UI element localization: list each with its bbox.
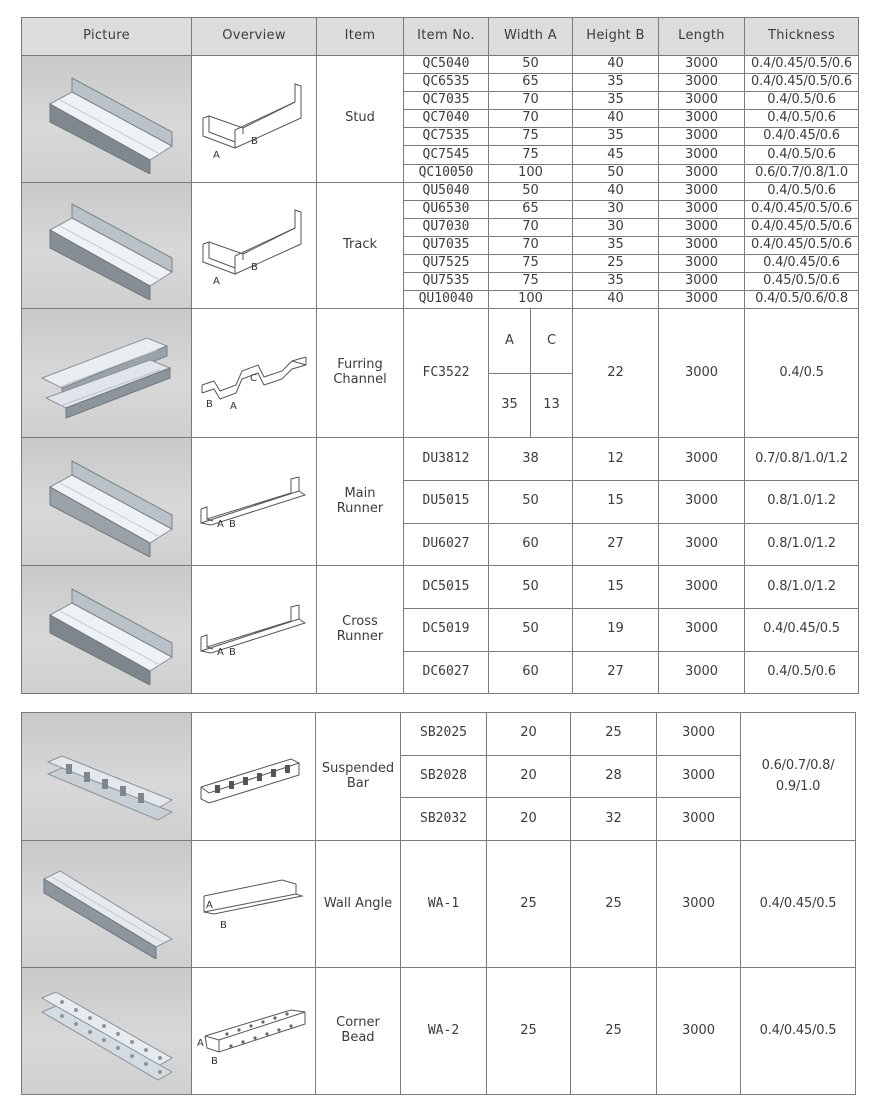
track-thickness: 0.4/0.45/0.5/0.6 — [745, 200, 859, 218]
cross-runner-width: 50 — [489, 609, 573, 652]
stud-item-no: QC7535 — [404, 128, 489, 146]
track-width: 50 — [489, 182, 573, 200]
furring-label-b: B — [206, 399, 213, 411]
track-item-name: Track — [317, 182, 404, 309]
cross-runner-thickness: 0.4/0.5/0.6 — [745, 651, 859, 694]
corner-bead-label-b: B — [210, 1056, 218, 1067]
corner-bead-item-no: WA-2 — [401, 968, 487, 1095]
stud-thickness: 0.4/0.45/0.5/0.6 — [745, 74, 859, 92]
stud-length: 3000 — [659, 128, 745, 146]
suspended-bar-diagram — [192, 713, 316, 841]
wall-angle-length: 3000 — [657, 841, 741, 968]
suspended-bar-item-no: SB2025 — [401, 713, 487, 756]
cross-runner-height: 19 — [573, 609, 659, 652]
furring-name-line2: Channel — [333, 372, 387, 388]
track-item-no: QU10040 — [404, 291, 489, 309]
track-height: 40 — [573, 182, 659, 200]
stud-thickness: 0.4/0.45/0.6 — [745, 128, 859, 146]
cross-runner-length: 3000 — [659, 651, 745, 694]
track-height: 35 — [573, 236, 659, 254]
corner-bead-name-line2: Bead — [341, 1030, 375, 1046]
track-width: 100 — [489, 291, 573, 309]
furring-diagram-drawing — [196, 323, 312, 423]
channel-photo-image — [32, 447, 182, 557]
suspended-bar-thickness-line2: 0.9/1.0 — [775, 778, 821, 794]
diagram-label-b: B — [251, 135, 258, 147]
furring-length: 3000 — [659, 309, 745, 438]
stud-length: 3000 — [659, 92, 745, 110]
furring-diagram — [192, 309, 317, 438]
track-length: 3000 — [659, 255, 745, 273]
suspended-bar-name-line1: Suspended — [321, 760, 395, 776]
corner-bead-width: 25 — [487, 968, 571, 1095]
stud-item-no: QC7545 — [404, 146, 489, 164]
track-length: 3000 — [659, 182, 745, 200]
suspended-bar-photo — [22, 713, 192, 841]
main-runner-row — [22, 438, 859, 481]
stud-length: 3000 — [659, 56, 745, 74]
stud-thickness: 0.6/0.7/0.8/1.0 — [745, 164, 859, 182]
main-runner-width: 38 — [489, 438, 573, 481]
channel-photo-image — [32, 190, 182, 300]
main-runner-height: 15 — [573, 481, 659, 524]
track-width: 75 — [489, 255, 573, 273]
furring-sub-c-value: 13 — [543, 397, 560, 413]
suspended-bar-width: 20 — [487, 798, 571, 841]
profile-spec-table-bottom — [21, 712, 856, 1095]
furring-thickness: 0.4/0.5 — [745, 309, 859, 438]
main-runner-width: 60 — [489, 523, 573, 566]
wall-angle-label-b: B — [219, 920, 227, 932]
cross-runner-length: 3000 — [659, 566, 745, 609]
header-overview: Overview — [192, 18, 317, 56]
suspended-bar-width: 20 — [487, 755, 571, 798]
track-length: 3000 — [659, 218, 745, 236]
suspended-bar-group — [22, 713, 856, 841]
main-runner-height: 12 — [573, 438, 659, 481]
corner-bead-name-line1: Corner — [336, 1015, 380, 1031]
track-thickness: 0.4/0.45/0.5/0.6 — [745, 236, 859, 254]
main-runner-group — [22, 438, 859, 566]
main-runner-diagram — [192, 438, 317, 566]
header-thickness: Thickness — [745, 18, 859, 56]
track-length: 3000 — [659, 273, 745, 291]
track-diagram — [192, 182, 317, 309]
stud-thickness: 0.4/0.45/0.5/0.6 — [745, 56, 859, 74]
profile-spec-table-top — [21, 17, 859, 694]
furring-height: 22 — [573, 309, 659, 438]
suspended-bar-name-line2: Bar — [346, 775, 370, 791]
track-item-no: QU7035 — [404, 236, 489, 254]
stud-width: 75 — [489, 146, 573, 164]
stud-height: 40 — [573, 110, 659, 128]
runner-profile-drawing — [195, 467, 313, 537]
stud-thickness: 0.4/0.5/0.6 — [745, 146, 859, 164]
suspended-bar-length: 3000 — [657, 713, 741, 756]
cross-runner-height: 27 — [573, 651, 659, 694]
track-item-no: QU7030 — [404, 218, 489, 236]
corner-bead-photo — [22, 968, 192, 1095]
main-runner-thickness: 0.8/1.0/1.2 — [745, 523, 859, 566]
furring-sub-a-value: 35 — [489, 373, 531, 437]
suspended-bar-height: 32 — [571, 798, 657, 841]
channel-photo-image — [32, 575, 182, 685]
corner-bead-item-name — [316, 968, 401, 1095]
wall-angle-row — [22, 841, 856, 968]
diagram-label-a: A — [213, 149, 220, 161]
track-width: 65 — [489, 200, 573, 218]
track-height: 35 — [573, 273, 659, 291]
wall-angle-photo-image — [32, 849, 182, 959]
suspended-bar-drawing — [195, 737, 313, 817]
furring-row — [22, 309, 859, 438]
stud-group — [22, 56, 859, 183]
main-runner-item-name — [317, 438, 404, 566]
main-runner-length: 3000 — [659, 481, 745, 524]
suspended-bar-length: 3000 — [657, 798, 741, 841]
suspended-bar-length: 3000 — [657, 755, 741, 798]
track-photo — [22, 182, 192, 309]
cross-runner-length: 3000 — [659, 609, 745, 652]
stud-thickness: 0.4/0.5/0.6 — [745, 110, 859, 128]
diagram-label-a: A — [217, 646, 224, 658]
cross-runner-photo — [22, 566, 192, 694]
stud-length: 3000 — [659, 164, 745, 182]
stud-width: 65 — [489, 74, 573, 92]
cross-runner-item-no: DC6027 — [404, 651, 489, 694]
stud-item-name: Stud — [317, 56, 404, 183]
cross-runner-width: 50 — [489, 566, 573, 609]
stud-height: 40 — [573, 56, 659, 74]
header-item-no: Item No. — [404, 18, 489, 56]
stud-row — [22, 56, 859, 74]
track-height: 30 — [573, 218, 659, 236]
main-runner-item-no: DU6027 — [404, 523, 489, 566]
cross-runner-row — [22, 566, 859, 609]
furring-width-split — [489, 309, 573, 438]
track-thickness: 0.4/0.45/0.6 — [745, 255, 859, 273]
wall-angle-width: 25 — [487, 841, 571, 968]
furring-item-no: FC3522 — [404, 309, 489, 438]
stud-width: 100 — [489, 164, 573, 182]
stud-height: 35 — [573, 74, 659, 92]
main-runner-item-no: DU3812 — [404, 438, 489, 481]
wall-angle-height: 25 — [571, 841, 657, 968]
main-runner-thickness: 0.7/0.8/1.0/1.2 — [745, 438, 859, 481]
wall-angle-thickness: 0.4/0.45/0.5 — [741, 841, 856, 968]
stud-length: 3000 — [659, 110, 745, 128]
track-length: 3000 — [659, 200, 745, 218]
cross-runner-thickness: 0.8/1.0/1.2 — [745, 566, 859, 609]
suspended-bar-height: 25 — [571, 713, 657, 756]
wall-angle-diagram — [192, 841, 316, 968]
stud-item-no: QC7035 — [404, 92, 489, 110]
track-width: 70 — [489, 236, 573, 254]
cross-runner-name-line1: Cross — [342, 613, 378, 629]
cross-runner-width: 60 — [489, 651, 573, 694]
wall-angle-photo — [22, 841, 192, 968]
stud-width: 75 — [489, 128, 573, 146]
suspended-bar-row — [22, 713, 856, 756]
header-length: Length — [659, 18, 745, 56]
cross-runner-group — [22, 566, 859, 694]
diagram-label-a: A — [213, 276, 220, 288]
suspended-bar-item-no: SB2032 — [401, 798, 487, 841]
furring-sub-a-label: A — [489, 309, 531, 373]
stud-width: 50 — [489, 56, 573, 74]
track-row — [22, 182, 859, 200]
main-runner-length: 3000 — [659, 523, 745, 566]
header-picture: Picture — [22, 18, 192, 56]
suspended-bar-thickness-line1: 0.6/0.7/0.8/ — [761, 757, 835, 773]
diagram-label-a: A — [217, 518, 224, 530]
wall-angle-item-name: Wall Angle — [316, 841, 401, 968]
main-runner-length: 3000 — [659, 438, 745, 481]
suspended-bar-thickness — [741, 713, 856, 841]
corner-bead-thickness: 0.4/0.45/0.5 — [741, 968, 856, 1095]
stud-height: 35 — [573, 92, 659, 110]
diagram-label-b: B — [229, 518, 236, 530]
wall-angle-diagram-drawing — [196, 874, 312, 934]
corner-bead-diagram-drawing — [195, 996, 313, 1066]
furring-label-a: A — [230, 401, 237, 413]
furring-photo — [22, 309, 192, 438]
furring-photo-image — [32, 318, 182, 428]
cross-runner-item-name — [317, 566, 404, 694]
header-height-b: Height B — [573, 18, 659, 56]
furring-item-name — [317, 309, 404, 438]
cross-runner-name-line2: Runner — [336, 628, 384, 644]
suspended-bar-item-no: SB2028 — [401, 755, 487, 798]
stud-item-no: QC7040 — [404, 110, 489, 128]
track-item-no: QU7535 — [404, 273, 489, 291]
track-width: 75 — [489, 273, 573, 291]
suspended-bar-height: 28 — [571, 755, 657, 798]
cross-runner-item-no: DC5019 — [404, 609, 489, 652]
main-runner-item-no: DU5015 — [404, 481, 489, 524]
stud-photo — [22, 56, 192, 183]
diagram-label-b: B — [251, 262, 258, 274]
suspended-bar-photo-image — [32, 722, 182, 832]
stud-length: 3000 — [659, 74, 745, 92]
track-item-no: QU5040 — [404, 182, 489, 200]
cross-runner-thickness: 0.4/0.45/0.5 — [745, 609, 859, 652]
main-runner-name-line2: Runner — [336, 500, 384, 516]
main-runner-name-line1: Main — [344, 485, 376, 501]
track-item-no: QU6530 — [404, 200, 489, 218]
track-thickness: 0.4/0.45/0.5/0.6 — [745, 218, 859, 236]
track-item-no: QU7525 — [404, 255, 489, 273]
cross-runner-height: 15 — [573, 566, 659, 609]
stud-diagram — [192, 56, 317, 183]
suspended-bar-item-name — [316, 713, 401, 841]
furring-label-c: C — [250, 373, 257, 385]
main-runner-thickness: 0.8/1.0/1.2 — [745, 481, 859, 524]
stud-item-no: QC10050 — [404, 164, 489, 182]
track-length: 3000 — [659, 291, 745, 309]
furring-ac-subtable — [489, 309, 572, 437]
corner-bead-height: 25 — [571, 968, 657, 1095]
track-height: 25 — [573, 255, 659, 273]
channel-photo-image — [32, 64, 182, 174]
stud-width: 70 — [489, 92, 573, 110]
track-thickness: 0.4/0.5/0.6/0.8 — [745, 291, 859, 309]
corner-bead-length: 3000 — [657, 968, 741, 1095]
track-height: 40 — [573, 291, 659, 309]
header-item: Item — [317, 18, 404, 56]
stud-item-no: QC5040 — [404, 56, 489, 74]
stud-item-no: QC6535 — [404, 74, 489, 92]
cross-runner-diagram — [192, 566, 317, 694]
main-runner-width: 50 — [489, 481, 573, 524]
diagram-label-b: B — [229, 646, 236, 658]
track-group — [22, 182, 859, 309]
cross-runner-item-no: DC5015 — [404, 566, 489, 609]
track-width: 70 — [489, 218, 573, 236]
stud-length: 3000 — [659, 146, 745, 164]
wall-angle-label-a: A — [205, 900, 213, 912]
furring-name-line1: Furring — [337, 357, 383, 373]
stud-height: 35 — [573, 128, 659, 146]
track-thickness: 0.4/0.5/0.6 — [745, 182, 859, 200]
u-profile-drawing — [195, 200, 313, 290]
track-length: 3000 — [659, 236, 745, 254]
main-runner-height: 27 — [573, 523, 659, 566]
corner-bead-row — [22, 968, 856, 1095]
corner-bead-photo-image — [32, 976, 182, 1086]
track-thickness: 0.45/0.5/0.6 — [745, 273, 859, 291]
stud-height: 45 — [573, 146, 659, 164]
corner-bead-diagram — [192, 968, 316, 1095]
header-width-a: Width A — [489, 18, 573, 56]
stud-width: 70 — [489, 110, 573, 128]
stud-thickness: 0.4/0.5/0.6 — [745, 92, 859, 110]
runner-profile-drawing — [195, 595, 313, 665]
main-runner-photo — [22, 438, 192, 566]
wall-angle-item-no: WA-1 — [401, 841, 487, 968]
suspended-bar-width: 20 — [487, 713, 571, 756]
track-height: 30 — [573, 200, 659, 218]
header-row — [22, 18, 859, 56]
corner-bead-label-a: A — [196, 1038, 204, 1050]
stud-height: 50 — [573, 164, 659, 182]
u-profile-drawing — [195, 74, 313, 164]
furring-sub-c-label: C — [531, 309, 573, 373]
